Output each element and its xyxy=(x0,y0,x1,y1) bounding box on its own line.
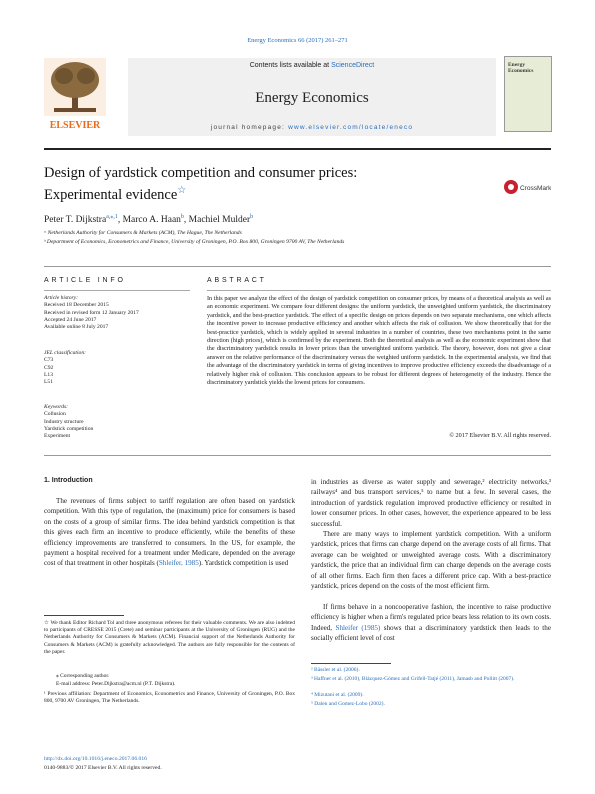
cover-title: Energy Economics xyxy=(508,62,534,74)
footnote-previous-affiliation: ¹ Previous affiliation: Department of Economics, Econometrics and Finance, University of Groningen, P.O. Box 800, 9700 AV Groningen, The Netherlands. xyxy=(44,691,295,705)
right-paragraph-1: in industries as diverse as water supply and sewerage,² electricity networks,³ railways⁴ and bus transport services,⁵ to name but a few. In several cases, the introduction of yardstick regulation improved productive efficiency or resulted in lower consumer prices. In other cases, however, the experience appeared to be less successful. xyxy=(311,478,551,528)
jel-classification xyxy=(44,350,194,386)
right-paragraph-3-text-end: shows that a discriminatory yardstick then leads to the socially efficient level of cost xyxy=(311,623,551,643)
elsevier-tree-logo xyxy=(44,58,106,116)
history-item: Received in revised form 12 January 2017 xyxy=(44,309,139,316)
author-name[interactable]: Peter T. Dijkstra xyxy=(44,215,107,226)
jel-code: L51 xyxy=(44,379,54,386)
jel-code: C73 xyxy=(44,357,54,364)
abstract-rule xyxy=(207,290,551,291)
intro-text-end: ). Yardstick competition is used xyxy=(198,559,289,568)
footnote-5[interactable]: ⁵ Dalen and Gomez-Lobo (2002). xyxy=(311,701,385,707)
crossmark-badge[interactable] xyxy=(503,176,551,200)
keyword: Collusion xyxy=(44,411,66,418)
footnote-rule xyxy=(311,663,391,664)
history-item: Accepted 24 June 2017 xyxy=(44,316,97,323)
article-title xyxy=(44,164,504,204)
footnote-rule xyxy=(44,615,124,616)
history-item: Available online 8 July 2017 xyxy=(44,324,109,331)
history-label: Article history: xyxy=(44,295,79,301)
right-paragraph-3-text: If firms behave in a noncooperative fashion, the incentive to raise productive efficiency is higher when a firm's regulated price bears less relation to its own costs. Indeed, xyxy=(311,603,551,632)
jel-label: JEL classification: xyxy=(44,350,87,356)
sciencedirect-link[interactable]: ScienceDirect xyxy=(331,62,375,69)
author-name[interactable]: Machiel Mulder xyxy=(188,215,251,226)
citation-link[interactable]: Shleifer (1985) xyxy=(335,623,381,632)
right-paragraph-3 xyxy=(311,602,551,644)
citation-link[interactable]: Shleifer, 1985 xyxy=(158,559,199,568)
journal-reference[interactable]: Energy Economics 66 (2017) 261–271 xyxy=(247,37,348,44)
author-affiliation-marker[interactable]: b xyxy=(250,214,254,220)
keywords xyxy=(44,404,194,440)
article-history xyxy=(44,295,194,331)
history-item: Received 18 December 2015 xyxy=(44,302,109,309)
author-name[interactable]: Marco A. Haan xyxy=(122,215,181,226)
keyword: Experiment xyxy=(44,433,71,440)
author-affiliation-marker[interactable]: a,⁎,1 xyxy=(106,214,118,220)
section-rule xyxy=(44,266,551,267)
homepage-prefix: journal homepage: xyxy=(210,124,289,131)
title-line-2: Experimental evidence xyxy=(44,186,178,203)
affiliation-a: ᵃ Netherlands Authority for Consumers & Markets (ACM), The Hague, The Netherlands xyxy=(44,230,242,236)
jel-code: L13 xyxy=(44,371,54,378)
jel-code: C92 xyxy=(44,364,54,371)
footnote-corresponding: ⁎ Corresponding author. xyxy=(56,673,110,679)
keywords-label: Keywords: xyxy=(44,404,69,410)
author-list: Peter T. Dijkstra$^{a,⁎,1}$, Marco A. Haan$^b$, Machiel Mulder$^b$ xyxy=(44,214,254,226)
header-rule xyxy=(44,148,551,150)
title-footnote-marker[interactable]: ☆ xyxy=(177,185,187,196)
footnote-3[interactable]: ³ Haffner et al. (2010), Blázquez-Gómez and Grifell-Tatjé (2011), Jamasb and Pollitt (2007). xyxy=(311,676,515,682)
homepage-link[interactable]: www.elsevier.com/locate/eneco xyxy=(288,124,414,131)
journal-homepage xyxy=(128,124,496,131)
issn-line: 0140-9883/© 2017 Elsevier B.V. All rights reserved. xyxy=(44,765,162,771)
footnote-4[interactable]: ⁴ Mizutani et al. (2009). xyxy=(311,692,364,698)
abstract-text: In this paper we analyze the effect of the design of yardstick competition on consumer prices, by means of a theoretical analysis as well as an economic experiment. We compare four different designs: the uniform yardstick, the unweighted uniform yardstick, the discriminatory yardstick, and the best-practice yardstick. The effect of a specific design on prices depends on two separate mechanisms, one which affects the incentive power to increase productive efficiency and another which affects the risk of collusion. We show theoretically that for the best-practice yardstick, which is widely applied in several industries in a number of countries, these two mechanisms point in the same direction (high prices), which is confirmed by the experiment. Both the theoretical analysis as well as the economic experiment show that the discriminatory yardstick results in lower prices than the unweighted uniform yardstick. The theory, however, does not give a clear answer on the relative performance of the discriminatory versus the weighted uniform yardstick. In the experimental analysis, we find that the advantage of the discriminatory yardstick in terms of giving incentives to improve productive efficiency exceeds the disadvantage of a relatively higher risk of collusion. This conclusion appears to be robust for different degrees of heterogeneity of the industry. Hence the discriminatory yardstick yields the lowest prices for consumers. xyxy=(207,295,551,387)
footnote-acknowledgement: ☆ We thank Editor Richard Tol and three anonymous referees for their valuable comments. We are also indebted to participants of CRESSE 2015 (Crete) and seminar participants at the University of Groningen (RUG) and the Netherlands Authority for Consumers & Markets (ACM). Financial support of the Netherlands Authority for Consumers & Markets (ACM) is gratefully acknowledged. The authors are fully responsible for the contents of the paper. xyxy=(44,620,295,655)
publisher-name: ELSEVIER xyxy=(49,120,101,131)
right-paragraph-2: There are many ways to implement yardstick competition. With a uniform yardstick, prices that firms can charge depend on the average costs of all firms. That average can be weighted or unweighted average costs. With a discriminatory yardstick, the price that an individual firm can charge depends on the average costs of all other firms. Each firm then faces a different price cap. With a best-practice yardstick, prices depend on the costs of the most efficient firm. xyxy=(311,530,551,591)
abstract-copyright: © 2017 Elsevier B.V. All rights reserved. xyxy=(449,432,551,439)
journal-title: Energy Economics xyxy=(255,90,369,106)
intro-text: The revenues of firms subject to tariff regulation are often based on yardstick competition. With this type of regulation, the (maximum) price for consumers is based on the costs of a group of similar firms. The idea behind yardstick competition is that this gives each firm an incentive to produce efficiently, while the benefits of these efficiency improvements are transferred to consumers. In the US, for example, the payment a hospital received for a treatment under Medicare, depended on the average cost of that treatment in other hospitals ( xyxy=(44,497,295,568)
footnote-2[interactable]: ² Bässler et al. (2006). xyxy=(311,667,360,673)
affiliation-b: ᵇ Department of Economics, Econometrics and Finance, University of Groningen, P.O. Box 800, Groningen 9700 AV, The Netherlands xyxy=(44,239,345,245)
abstract-heading: ABSTRACT xyxy=(207,277,267,284)
footnote-email[interactable]: E-mail address: Peter.Dijkstra@acm.nl (P.T. Dijkstra). xyxy=(56,681,176,687)
contents-prefix: Contents lists available at xyxy=(249,62,332,69)
crossmark-label: CrossMark xyxy=(520,185,551,192)
intro-paragraph xyxy=(44,496,295,569)
body-rule xyxy=(44,455,551,456)
title-line-1: Design of yardstick competition and consumer prices: xyxy=(44,165,358,181)
author-affiliation-marker[interactable]: b xyxy=(180,214,184,220)
article-info-heading: ARTICLE INFO xyxy=(44,277,126,284)
contents-line xyxy=(128,62,496,69)
article-info-rule xyxy=(44,290,190,291)
keyword: Industry structure xyxy=(44,418,84,425)
section-heading: 1. Introduction xyxy=(44,477,93,484)
doi-link[interactable]: http://dx.doi.org/10.1016/j.eneco.2017.06.016 xyxy=(44,756,147,762)
keyword: Yardstick competition xyxy=(44,425,94,432)
